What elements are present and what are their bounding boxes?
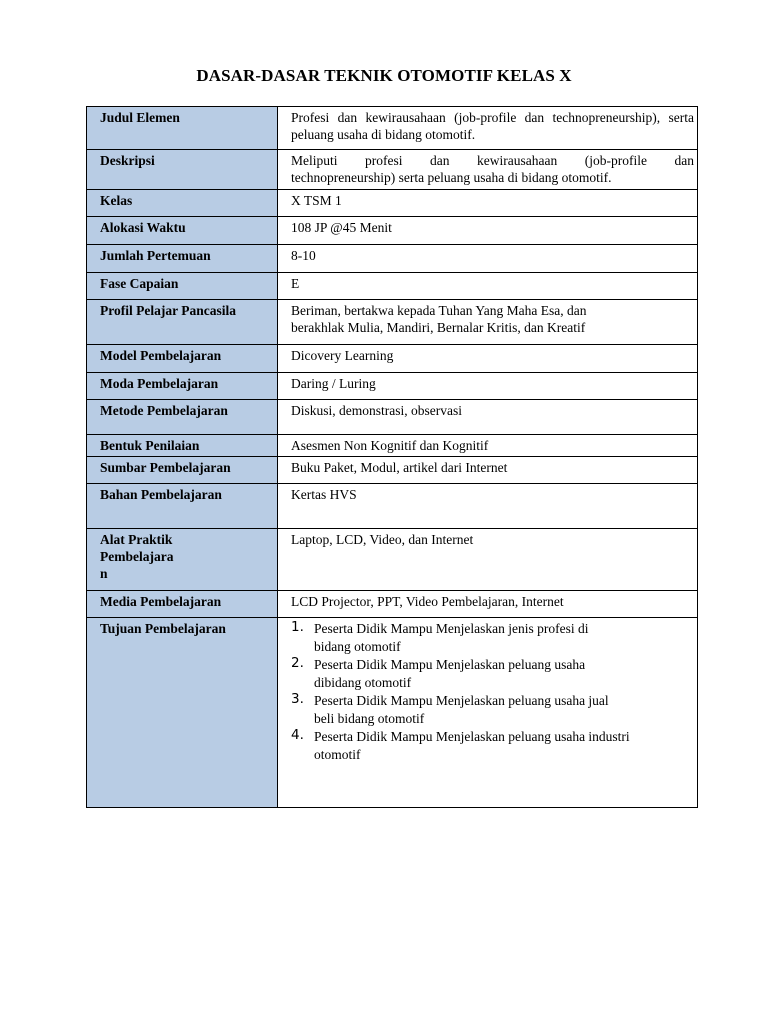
row-value: 108 JP @45 Menit	[278, 217, 698, 245]
row-label: Model Pembelajaran	[87, 345, 278, 373]
row-label: Jumlah Pertemuan	[87, 245, 278, 273]
table-row-alokasi-waktu	[87, 217, 698, 245]
row-value: Daring / Luring	[278, 373, 698, 400]
list-item-number: 3.	[291, 691, 304, 707]
row-value: Laptop, LCD, Video, dan Internet	[278, 529, 698, 591]
table-row-judul-elemen	[87, 107, 698, 150]
row-value-line: Beriman, bertakwa kepada Tuhan Yang Maha Esa, dan	[291, 303, 587, 318]
row-value: LCD Projector, PPT, Video Pembelajaran, Internet	[278, 591, 698, 618]
row-label: Profil Pelajar Pancasila	[87, 300, 278, 345]
table-row-moda-pembelajaran	[87, 373, 698, 400]
row-label: Kelas	[87, 190, 278, 217]
list-item-line: Peserta Didik Mampu Menjelaskan peluang usaha industri	[314, 729, 630, 744]
table-row-bahan-pembelajaran	[87, 484, 698, 529]
row-value	[278, 300, 698, 345]
row-label: Media Pembelajaran	[87, 591, 278, 618]
row-value: Buku Paket, Modul, artikel dari Internet	[278, 457, 698, 484]
list-item-line: bidang otomotif	[314, 638, 401, 654]
row-value: E	[278, 273, 698, 300]
goals-list	[291, 620, 694, 763]
table-row-tujuan-pembelajaran	[87, 618, 698, 808]
list-item	[291, 692, 694, 727]
row-label: Bahan Pembelajaran	[87, 484, 278, 529]
list-item-line: Peserta Didik Mampu Menjelaskan jenis profesi di	[314, 621, 589, 636]
row-label-line: Pembelajara	[100, 549, 174, 564]
row-label: Metode Pembelajaran	[87, 400, 278, 435]
table-row-alat-praktik	[87, 529, 698, 591]
row-value: Profesi dan kewirausahaan (job-profile dan technopreneurship), serta peluang usaha di bidang otomotif.	[278, 107, 698, 150]
table-row-kelas	[87, 190, 698, 217]
row-value-line: Meliputi profesi dan kewirausahaan (job-profile dan	[291, 153, 694, 168]
list-item-number: 1.	[291, 619, 304, 635]
row-label: Judul Elemen	[87, 107, 278, 150]
row-value: X TSM 1	[278, 190, 698, 217]
list-item	[291, 728, 694, 763]
list-item-number: 2.	[291, 655, 304, 671]
list-item	[291, 656, 694, 691]
list-item	[291, 620, 694, 655]
row-value: Dicovery Learning	[278, 345, 698, 373]
row-label	[87, 529, 278, 591]
row-label: Bentuk Penilaian	[87, 435, 278, 457]
list-item-line: Peserta Didik Mampu Menjelaskan peluang usaha	[314, 657, 586, 672]
table-row-profil-pelajar	[87, 300, 698, 345]
table-row-jumlah-pertemuan	[87, 245, 698, 273]
list-item-line: Peserta Didik Mampu Menjelaskan peluang usaha jual	[314, 693, 609, 708]
row-label: Alokasi Waktu	[87, 217, 278, 245]
row-value: Kertas HVS	[278, 484, 698, 529]
document-table	[86, 106, 698, 808]
row-value: Asesmen Non Kognitif dan Kognitif	[278, 435, 698, 457]
table-row-bentuk-penilaian	[87, 435, 698, 457]
row-label: Deskripsi	[87, 150, 278, 190]
row-value	[278, 150, 698, 190]
row-label: Fase Capaian	[87, 273, 278, 300]
row-value: 8-10	[278, 245, 698, 273]
list-item-line: dibidang otomotif	[314, 674, 412, 690]
row-label: Moda Pembelajaran	[87, 373, 278, 400]
row-value-line: technopreneurship) serta peluang usaha di bidang otomotif.	[291, 170, 612, 185]
row-label-line: Alat Praktik	[100, 532, 173, 547]
page-title: DASAR-DASAR TEKNIK OTOMOTIF KELAS X	[196, 66, 572, 85]
table-row-deskripsi	[87, 150, 698, 190]
list-item-line: otomotif	[314, 746, 361, 762]
table-row-model-pembelajaran	[87, 345, 698, 373]
list-item-number: 4.	[291, 727, 304, 743]
table-row-sumber-pembelajaran	[87, 457, 698, 484]
table-row-fase-capaian	[87, 273, 698, 300]
row-value	[278, 618, 698, 808]
table-row-media-pembelajaran	[87, 591, 698, 618]
row-label: Sumbar Pembelajaran	[87, 457, 278, 484]
row-label: Tujuan Pembelajaran	[87, 618, 278, 808]
row-label-line: n	[100, 566, 108, 581]
table-row-metode-pembelajaran	[87, 400, 698, 435]
row-value: Diskusi, demonstrasi, observasi	[278, 400, 698, 435]
list-item-line: beli bidang otomotif	[314, 710, 425, 726]
row-value-line: berakhlak Mulia, Mandiri, Bernalar Kritis, dan Kreatif	[291, 320, 586, 335]
